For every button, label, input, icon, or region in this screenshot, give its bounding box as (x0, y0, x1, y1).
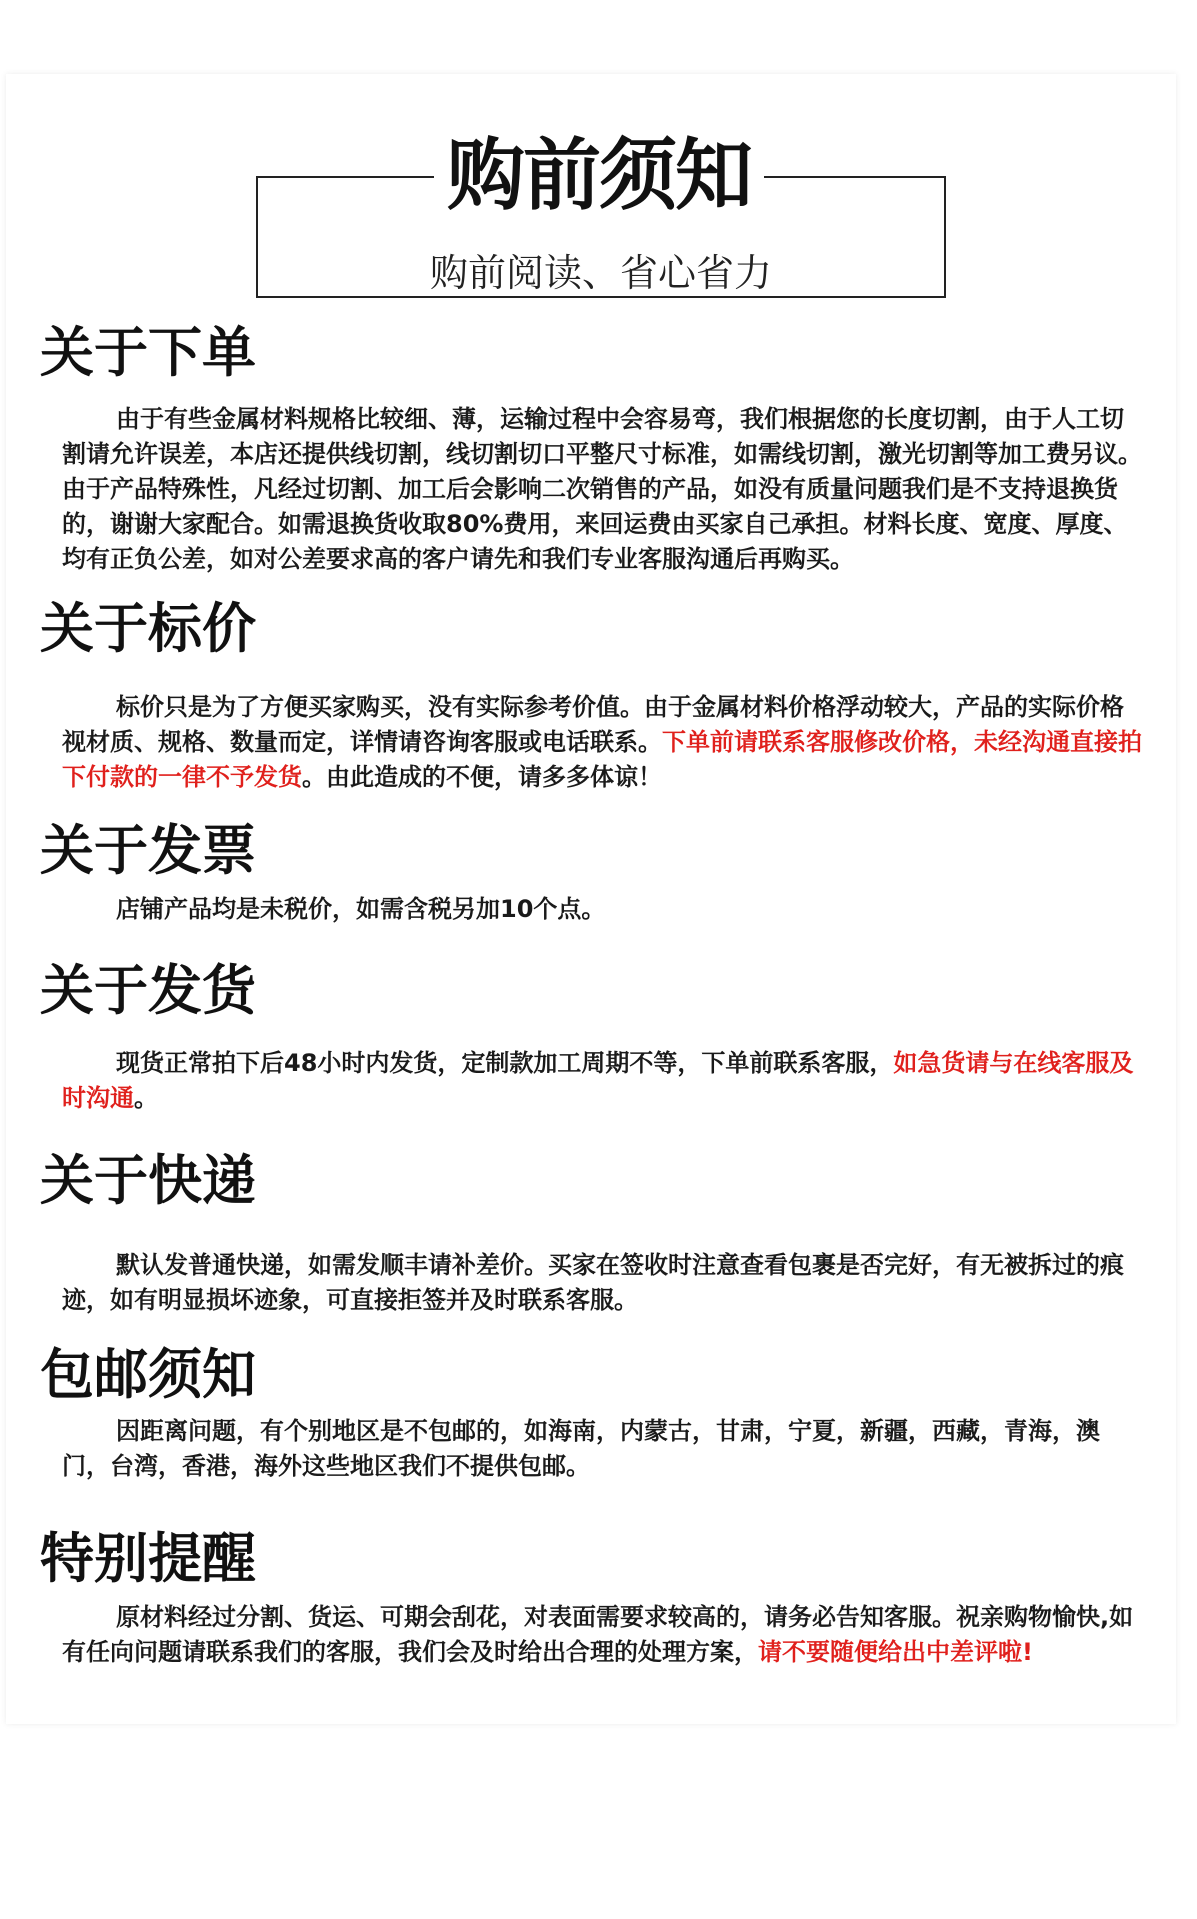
section-body (40, 690, 1150, 795)
section-special-reminder (40, 1526, 1150, 1670)
body-text: 现货正常拍下后48小时内发货，定制款加工周期不等，下单前联系客服， (116, 1049, 894, 1077)
section-heading: 包邮须知 (40, 1343, 256, 1406)
section-order (40, 320, 1150, 577)
body-text: 原材料经过分割、货运、可期会刮花，对表面需要求较高的，请务必告知客服。祝亲购物愉快,如有任向问题请联系我们的客服，我们会及时给出合理的处理方案， (62, 1603, 1134, 1666)
body-text: 。 (134, 1084, 158, 1112)
body-text: 标价只是为了方便买家购买，没有实际参考价值。由于金属材料价格浮动较大，产品的实际价格视材质、规格、数量而定，详情请咨询客服或电话联系。 (62, 693, 1124, 756)
section-heading: 关于发货 (40, 959, 256, 1022)
section-body (40, 1046, 1150, 1116)
section-body: 默认发普通快递，如需发顺丰请补差价。买家在签收时注意查看包裹是否完好，有无被拆过的痕迹，如有明显损坏迹象，可直接拒签并及时联系客服。 (62, 1251, 1124, 1314)
section-heading: 关于标价 (40, 597, 256, 660)
page-title: 购前须知 (446, 131, 751, 221)
section-heading: 关于发票 (40, 819, 256, 882)
page-subtitle: 购前阅读、省心省力 (429, 251, 772, 295)
banner-divider-right (764, 176, 946, 178)
section-body: 店铺产品均是未税价，如需含税另加10个点。 (116, 895, 606, 923)
section-pricing (40, 596, 1150, 795)
banner-divider-left (256, 176, 434, 178)
section-body (40, 1600, 1150, 1670)
warning-text: 如急货请与在线客服及时沟通 (62, 1049, 1134, 1112)
warning-text: 下单前请联系客服修改价格，未经沟通直接拍下付款的一律不予发货 (62, 728, 1142, 791)
section-body: 由于有些金属材料规格比较细、薄，运输过程中会容易弯，我们根据您的长度切割，由于人工切割请允许误差，本店还提供线切割，线切割切口平整尺寸标准，如需线切割，激光切割等加工费另议。由于产品特殊性，凡经过切割、加工后会影响二次销售的产品，如没有质量问题我们是不支持退换货的，谢谢大家配合。如需退换货收取80%费用，来回运费由买家自己承担。材料长度、宽度、厚度、均有正负公差，如对公差要求高的客户请先和我们专业客服沟通后再购买。 (62, 405, 1142, 573)
section-heading: 关于快递 (40, 1149, 256, 1212)
section-free-shipping (40, 1342, 1150, 1484)
section-heading: 关于下单 (40, 321, 256, 384)
section-shipping (40, 958, 1150, 1116)
section-body: 因距离问题，有个别地区是不包邮的，如海南，内蒙古，甘肃，宁夏，新疆，西藏，青海，澳门，台湾，香港，海外这些地区我们不提供包邮。 (62, 1417, 1100, 1480)
section-courier (40, 1148, 1150, 1318)
section-heading: 特别提醒 (40, 1527, 256, 1590)
section-invoice (40, 818, 1150, 927)
warning-text: 请不要随便给出中差评啦! (758, 1638, 1033, 1666)
body-text: 。由此造成的不便，请多多体谅！ (302, 763, 662, 791)
